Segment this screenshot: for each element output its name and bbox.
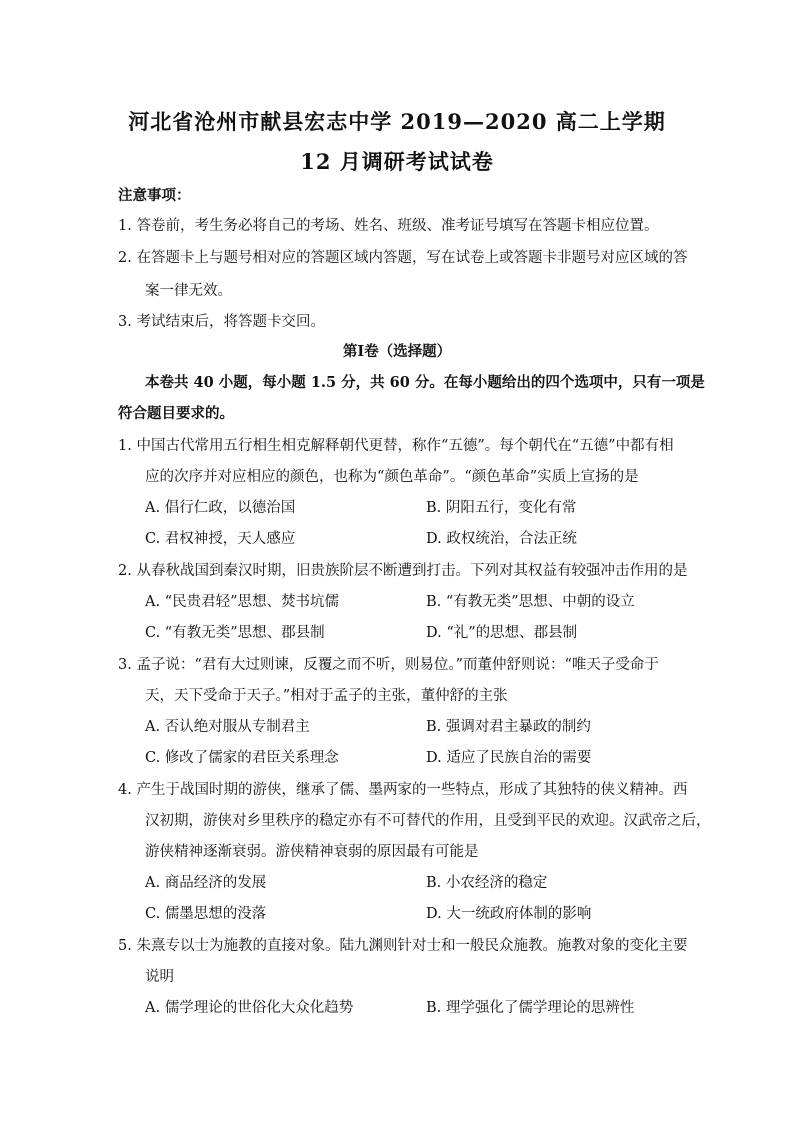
- question-5-option-a: A. 儒学理论的世俗化大众化趋势: [145, 1000, 354, 1016]
- question-3-option-d: D. 适应了民族自治的需要: [426, 750, 592, 766]
- question-4-stem: 4. 产生于战国时期的游侠，继承了儒、墨两家的一些特点，形成了其独特的侠义精神。西: [118, 782, 688, 798]
- notice-item-1: 1. 答卷前，考生务必将自己的考场、姓名、班级、准考证号填写在答题卡相应位置。: [118, 218, 659, 234]
- section-title: 第Ⅰ卷（选择题）: [342, 343, 452, 360]
- notice-item-2: 2. 在答题卡上与题号相对应的答题区域内答题，写在试卷上或答题卡非题号对应区域的答: [118, 250, 688, 266]
- question-4-option-d: D. 大一统政府体制的影响: [426, 906, 592, 922]
- question-2-option-a: A. “民贵君轻”思想、焚书坑儒: [145, 594, 340, 610]
- question-2-option-b: B. “有教无类”思想、中朝的设立: [426, 594, 635, 610]
- question-1-stem: 1. 中国古代常用五行相生相克解释朝代更替，称作“五德”。每个朝代在“五德”中都有相: [118, 438, 674, 454]
- question-3-option-c: C. 修改了儒家的君臣关系理念: [145, 750, 339, 766]
- question-4-option-c: C. 儒墨思想的没落: [145, 906, 267, 922]
- question-2-stem: 2. 从春秋战国到秦汉时期，旧贵族阶层不断遭到打击。下列对其权益有较强冲击作用的是: [118, 563, 688, 579]
- question-4-option-a: A. 商品经济的发展: [145, 875, 267, 891]
- question-3-stem-cont: 天，天下受命于天子。”相对于孟子的主张，董仲舒的主张: [145, 688, 508, 704]
- notice-heading: 注意事项：: [118, 187, 191, 204]
- exam-title-line1: 河北省沧州市献县宏志中学 2019—2020 高二上学期: [128, 109, 666, 134]
- question-5-option-b: B. 理学强化了儒学理论的思辨性: [426, 1000, 635, 1016]
- exam-title-line2: 12 月调研考试试卷: [300, 149, 494, 174]
- question-5-stem-cont: 说明: [145, 969, 174, 985]
- section-instructions-cont: 符合题目要求的。: [118, 405, 234, 422]
- question-4-stem-cont: 汉初期，游侠对乡里秩序的稳定亦有不可替代的作用，且受到平民的欢迎。汉武帝之后，: [145, 813, 711, 829]
- question-3-stem: 3. 孟子说：“君有大过则谏，反覆之而不听，则易位。”而董仲舒则说：“唯天子受命于: [118, 657, 659, 673]
- question-2-option-c: C. “有教无类”思想、郡县制: [145, 625, 325, 641]
- question-3-option-b: B. 强调对君主暴政的制约: [426, 719, 591, 735]
- question-1-option-c: C. 君权神授，天人感应: [145, 531, 296, 547]
- notice-item-2-cont: 案一律无效。: [145, 283, 232, 299]
- question-3-option-a: A. 否认绝对服从专制君主: [145, 719, 310, 735]
- question-1-option-d: D. 政权统治，合法正统: [426, 531, 577, 547]
- question-4-option-b: B. 小农经济的稳定: [426, 875, 548, 891]
- question-5-stem: 5. 朱熹专以士为施教的直接对象。陆九渊则针对士和一般民众施教。施教对象的变化主要: [118, 938, 688, 954]
- notice-item-3: 3. 考试结束后，将答题卡交回。: [118, 314, 325, 330]
- question-2-option-d: D. “礼”的思想、郡县制: [426, 625, 578, 641]
- question-1-option-b: B. 阴阳五行，变化有常: [426, 500, 577, 516]
- question-4-stem-cont-2: 游侠精神逐渐衰弱。游侠精神衰弱的原因最有可能是: [145, 844, 479, 860]
- question-1-stem-cont: 应的次序并对应相应的颜色，也称为“颜色革命”。“颜色革命”实质上宣扬的是: [145, 469, 639, 485]
- question-1-option-a: A. 倡行仁政，以德治国: [145, 500, 296, 516]
- section-instructions: 本卷共 40 小题，每小题 1.5 分，共 60 分。在每小题给出的四个选项中，只有一项是: [145, 374, 705, 391]
